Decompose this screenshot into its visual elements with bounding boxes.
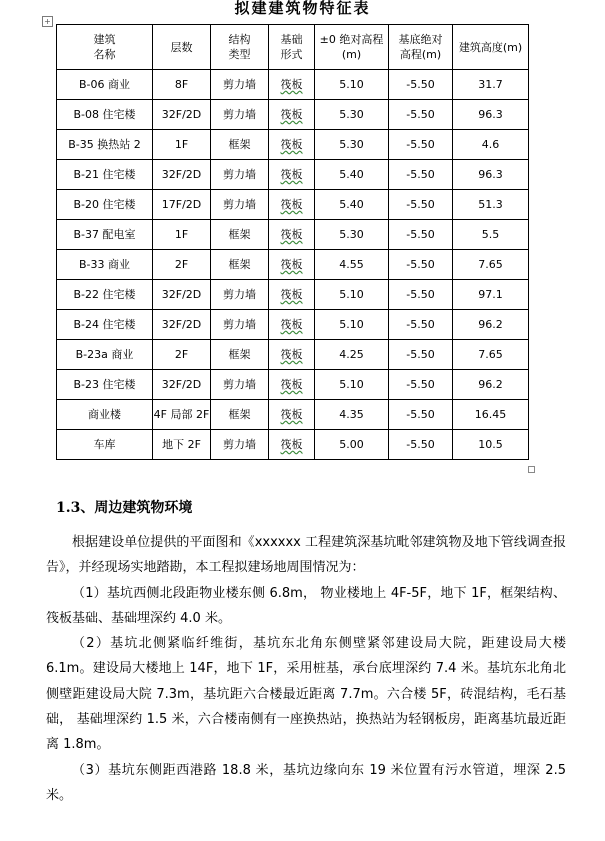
table-cell [57, 430, 153, 460]
cell-text: 8F [174, 78, 189, 91]
table-row [57, 400, 529, 430]
cell-text: 16.45 [474, 408, 507, 421]
table-cell [211, 340, 269, 370]
table-cell [389, 100, 453, 130]
cell-text: 框架 [228, 138, 251, 151]
table-cell [57, 310, 153, 340]
table-cell [211, 160, 269, 190]
cell-text: 4.6 [481, 138, 500, 151]
table-cell [269, 250, 315, 280]
cell-text: 1F [174, 228, 189, 241]
cell-text: 剪力墙 [223, 78, 256, 91]
table-cell [269, 370, 315, 400]
cell-text: 框架 [228, 228, 251, 241]
cell-text: 框架 [228, 348, 251, 361]
table-cell [315, 220, 389, 250]
table-cell [453, 220, 529, 250]
cell-text: 5.5 [481, 228, 500, 241]
table-cell [211, 280, 269, 310]
table-cell [57, 400, 153, 430]
table-cell [211, 220, 269, 250]
table-move-handle-icon[interactable]: + [42, 16, 53, 27]
table-cell [57, 190, 153, 220]
cell-text: 地下 2F [162, 438, 201, 451]
cell-text: 剪力墙 [223, 318, 256, 331]
table-cell [269, 280, 315, 310]
table-resize-handle-icon[interactable] [528, 466, 535, 473]
cell-text: 32F/2D [161, 318, 202, 331]
cell-text: B-21 住宅楼 [73, 168, 136, 181]
cell-text: 32F/2D [161, 108, 202, 121]
table-cell [57, 220, 153, 250]
cell-text: 筏板 [280, 228, 303, 241]
table-cell [153, 220, 211, 250]
table-cell [389, 70, 453, 100]
table-cell [269, 70, 315, 100]
table-cell [211, 400, 269, 430]
cell-text: 剪力墙 [223, 438, 256, 451]
table-cell [153, 100, 211, 130]
header-cell: 建筑高度(m) [453, 25, 529, 70]
table-cell [389, 220, 453, 250]
cell-text: 4.25 [339, 348, 364, 361]
table-cell [153, 160, 211, 190]
paragraph: （2）基坑北侧紧临纤维街，基坑东北角东侧壁紧邻建设局大院，距建设局大楼 6.1m。建设局大楼地上 14F，地下 1F，采用桩基，承台底埋深约 7.4 米。基坑东北角北侧壁距建设局大院 7.3m，基坑距六合楼最近距离 7.7m。六合楼 5F，砖混结构，毛石基础， 基础埋深约 1.5 米，六合楼南侧有一座换热站，换热站为轻钢板房，距离基坑最近距离 1.8m。 [46, 636, 566, 753]
cell-text: 32F/2D [161, 168, 202, 181]
table-cell [315, 250, 389, 280]
cell-text: -5.50 [406, 258, 435, 271]
table-cell [315, 160, 389, 190]
table-cell [269, 100, 315, 130]
cell-text: 5.00 [339, 438, 364, 451]
cell-text: 筏板 [280, 108, 303, 121]
cell-text: -5.50 [406, 348, 435, 361]
header-cell: 基础 形式 [269, 25, 315, 70]
table-cell [153, 250, 211, 280]
paragraph: 根据建设单位提供的平面图和《xxxxxx 工程建筑深基坑毗邻建筑物及地下管线调查报告》，并经现场实地踏勘，本工程拟建场地周围情况为： [46, 535, 566, 576]
cell-text: 1F [174, 138, 189, 151]
table-row [57, 130, 529, 160]
cell-text: 32F/2D [161, 288, 202, 301]
table-cell [153, 340, 211, 370]
cell-text: 5.30 [339, 228, 364, 241]
table-cell [315, 400, 389, 430]
cell-text: -5.50 [406, 168, 435, 181]
cell-text: -5.50 [406, 318, 435, 331]
table-cell [453, 370, 529, 400]
table-cell [389, 400, 453, 430]
table-cell [269, 340, 315, 370]
table-cell [453, 160, 529, 190]
table-cell [57, 280, 153, 310]
table-cell [153, 400, 211, 430]
table-cell [453, 280, 529, 310]
cell-text: 5.10 [339, 288, 364, 301]
table-cell [453, 340, 529, 370]
table-cell [211, 70, 269, 100]
cell-text: 筏板 [280, 78, 303, 91]
cell-text: 97.1 [478, 288, 503, 301]
cell-text: 17F/2D [161, 198, 202, 211]
cell-text: 4.35 [339, 408, 364, 421]
table-cell [153, 130, 211, 160]
table-cell [453, 70, 529, 100]
cell-text: -5.50 [406, 138, 435, 151]
table-cell [269, 400, 315, 430]
cell-text: -5.50 [406, 228, 435, 241]
table-cell [211, 100, 269, 130]
table-row [57, 370, 529, 400]
cell-text: -5.50 [406, 378, 435, 391]
cell-text: 剪力墙 [223, 108, 256, 121]
cell-text: 32F/2D [161, 378, 202, 391]
cell-text: 剪力墙 [223, 378, 256, 391]
table-title: 拟建建筑物特征表 [234, 0, 371, 17]
cell-text: 7.65 [478, 258, 503, 271]
cell-text: 5.10 [339, 78, 364, 91]
table-cell [211, 190, 269, 220]
table-row [57, 340, 529, 370]
header-cell: 基底绝对 高程(m) [389, 25, 453, 70]
cell-text: 筏板 [280, 408, 303, 421]
cell-text: 51.3 [478, 198, 503, 211]
cell-text: B-37 配电室 [73, 228, 136, 241]
cell-text: 5.10 [339, 318, 364, 331]
table-cell [269, 130, 315, 160]
cell-text: 2F [174, 348, 189, 361]
table-row [57, 160, 529, 190]
cell-text: 96.2 [478, 318, 503, 331]
table-cell [315, 430, 389, 460]
cell-text: B-20 住宅楼 [73, 198, 136, 211]
cell-text: B-23a 商业 [75, 348, 134, 361]
cell-text: 31.7 [478, 78, 503, 91]
cell-text: 车库 [93, 438, 116, 451]
table-cell [315, 280, 389, 310]
table-row [57, 430, 529, 460]
table-cell [57, 130, 153, 160]
table-cell [153, 430, 211, 460]
table-cell [389, 280, 453, 310]
table-cell [153, 280, 211, 310]
table-cell [269, 190, 315, 220]
cell-text: B-35 换热站 2 [68, 138, 141, 151]
cell-text: 96.3 [478, 108, 503, 121]
header-cell: 结构 类型 [211, 25, 269, 70]
cell-text: 5.30 [339, 138, 364, 151]
table-cell [57, 370, 153, 400]
cell-text: B-24 住宅楼 [73, 318, 136, 331]
table-header-row [57, 25, 529, 70]
table-cell [389, 430, 453, 460]
table-cell [389, 250, 453, 280]
table-cell [453, 310, 529, 340]
table-cell [453, 250, 529, 280]
building-table [56, 24, 529, 460]
cell-text: 96.2 [478, 378, 503, 391]
table-cell [389, 160, 453, 190]
table-cell [315, 190, 389, 220]
table-row [57, 250, 529, 280]
cell-text: -5.50 [406, 288, 435, 301]
cell-text: 4.55 [339, 258, 364, 271]
table-cell [389, 310, 453, 340]
cell-text: 筏板 [280, 438, 303, 451]
table-cell [315, 340, 389, 370]
table-cell [153, 190, 211, 220]
cell-text: 7.65 [478, 348, 503, 361]
table-cell [153, 310, 211, 340]
cell-text: -5.50 [406, 198, 435, 211]
table-cell [453, 130, 529, 160]
table-row [57, 190, 529, 220]
cell-text: B-33 商业 [78, 258, 130, 271]
table-cell [389, 340, 453, 370]
table-row [57, 220, 529, 250]
table-cell [211, 250, 269, 280]
cell-text: -5.50 [406, 78, 435, 91]
cell-text: 96.3 [478, 168, 503, 181]
cell-text: 5.40 [339, 198, 364, 211]
cell-text: B-22 住宅楼 [73, 288, 136, 301]
table-cell [57, 70, 153, 100]
cell-text: B-08 住宅楼 [73, 108, 136, 121]
cell-text: -5.50 [406, 438, 435, 451]
cell-text: 框架 [228, 258, 251, 271]
cell-text: B-23 住宅楼 [73, 378, 136, 391]
header-cell: 层数 [153, 25, 211, 70]
cell-text: 剪力墙 [223, 288, 256, 301]
table-cell [211, 310, 269, 340]
table-cell [269, 430, 315, 460]
table-cell [269, 310, 315, 340]
cell-text: 筏板 [280, 378, 303, 391]
table-cell [211, 130, 269, 160]
table-row [57, 280, 529, 310]
cell-text: 剪力墙 [223, 198, 256, 211]
paragraph: （3）基坑东侧距西港路 18.8 米，基坑边缘向东 19 米位置有污水管道，埋深 2.5 米。 [46, 762, 566, 803]
section-heading: 1.3、周边建筑物环境 [56, 500, 193, 516]
cell-text: B-06 商业 [78, 78, 130, 91]
cell-text: 5.40 [339, 168, 364, 181]
table-cell [57, 160, 153, 190]
table-cell [389, 370, 453, 400]
cell-text: 商业楼 [88, 408, 121, 421]
cell-text: 筏板 [280, 198, 303, 211]
header-cell: ±0 绝对高程 (m) [315, 25, 389, 70]
cell-text: 2F [174, 258, 189, 271]
cell-text: 5.30 [339, 108, 364, 121]
table-cell [453, 430, 529, 460]
table-cell [389, 130, 453, 160]
table-cell [453, 190, 529, 220]
cell-text: 4F 局部 2F [153, 408, 210, 421]
cell-text: 10.5 [478, 438, 503, 451]
table-cell [315, 370, 389, 400]
section-body [46, 530, 566, 808]
cell-text: 筏板 [280, 348, 303, 361]
table-cell [57, 340, 153, 370]
cell-text: 筏板 [280, 168, 303, 181]
cell-text: 筏板 [280, 138, 303, 151]
table-cell [453, 100, 529, 130]
table-cell [57, 100, 153, 130]
cell-text: -5.50 [406, 408, 435, 421]
paragraph: （1）基坑西侧北段距物业楼东侧 6.8m， 物业楼地上 4F-5F，地下 1F，框架结构、筏板基础、基础埋深约 4.0 米。 [46, 585, 566, 626]
cell-text: 框架 [228, 408, 251, 421]
table-cell [153, 70, 211, 100]
table-cell [315, 100, 389, 130]
table-cell [153, 370, 211, 400]
cell-text: -5.50 [406, 108, 435, 121]
table-cell [57, 250, 153, 280]
table-cell [389, 190, 453, 220]
cell-text: 筏板 [280, 258, 303, 271]
cell-text: 剪力墙 [223, 168, 256, 181]
cell-text: 筏板 [280, 288, 303, 301]
cell-text: 筏板 [280, 318, 303, 331]
header-cell: 建筑 名称 [57, 25, 153, 70]
table-row [57, 100, 529, 130]
table-row [57, 310, 529, 340]
table-cell [269, 220, 315, 250]
table-cell [315, 70, 389, 100]
table-cell [211, 370, 269, 400]
table-row [57, 70, 529, 100]
table-cell [315, 130, 389, 160]
cell-text: 5.10 [339, 378, 364, 391]
table-cell [315, 310, 389, 340]
table-cell [453, 400, 529, 430]
table-cell [269, 160, 315, 190]
table-cell [211, 430, 269, 460]
